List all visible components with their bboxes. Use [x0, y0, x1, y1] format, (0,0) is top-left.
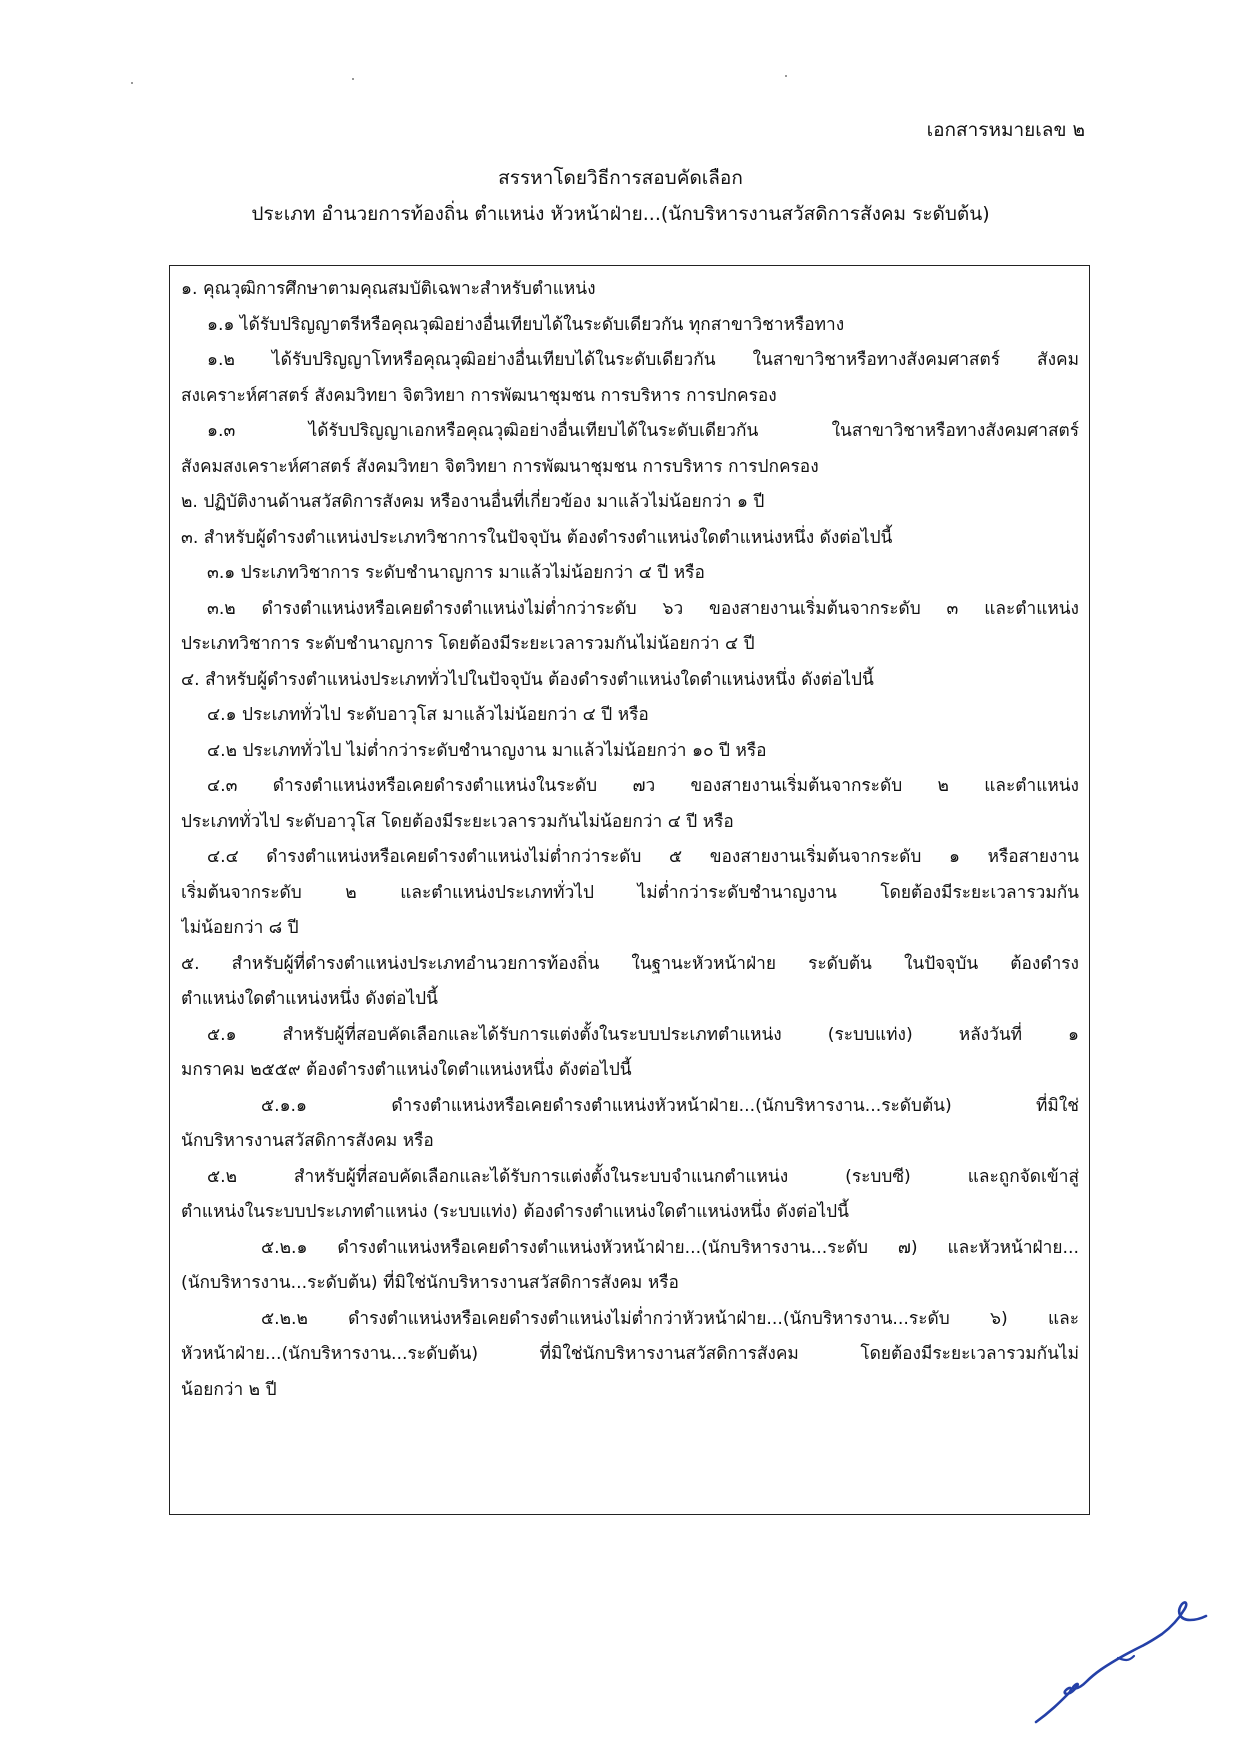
- item-4-4: ๔.๔ ดำรงตำแหน่งหรือเคยดำรงตำแหน่งไม่ต่ำกว่าระดับ ๕ ของสายงานเริ่มต้นจากระดับ ๑ หรือสายงาน: [207, 847, 1079, 867]
- section-3-heading: ๓. สำหรับผู้ดำรงตำแหน่งประเภทวิชาการในปัจจุบัน ต้องดำรงตำแหน่งใดตำแหน่งหนึ่ง ดังต่อไปนี้: [181, 527, 893, 548]
- item-1-1: ๑.๑ ได้รับปริญญาตรีหรือคุณวุฒิอย่างอื่นเทียบได้ในระดับเดียวกัน ทุกสาขาวิชาหรือทาง: [207, 314, 845, 335]
- signature-mark: [1030, 1590, 1210, 1730]
- item-5-2-1-cont: (นักบริหารงาน...ระดับต้น) ที่มิใช่นักบริหารงานสวัสดิการสังคม หรือ: [181, 1273, 679, 1293]
- item-1-2-cont: สงเคราะห์ศาสตร์ สังคมวิทยา จิตวิทยา การพัฒนาชุมชน การบริหาร การปกครอง: [181, 385, 777, 406]
- item-5-2-2-cont: หัวหน้าฝ่าย...(นักบริหารงาน...ระดับต้น) ที่มิใช่นักบริหารงานสวัสดิการสังคม โดยต้องมีระยะเวลารวมกันไม่: [181, 1344, 1079, 1364]
- item-5-2: ๕.๒ สำหรับผู้ที่สอบคัดเลือกและได้รับการแต่งตั้งในระบบจำแนกตำแหน่ง (ระบบซี) และถูกจัดเข้าสู่: [207, 1166, 1079, 1187]
- item-5-1-1: ๕.๑.๑ ดำรงตำแหน่งหรือเคยดำรงตำแหน่งหัวหน้าฝ่าย...(นักบริหารงาน...ระดับต้น) ที่มิใช่: [261, 1095, 1079, 1116]
- item-4-3: ๔.๓ ดำรงตำแหน่งหรือเคยดำรงตำแหน่งในระดับ ๗ว ของสายงานเริ่มต้นจากระดับ ๒ และตำแหน่ง: [207, 776, 1079, 796]
- scan-speck: [352, 78, 354, 80]
- item-1-2: ๑.๒ ได้รับปริญญาโทหรือคุณวุฒิอย่างอื่นเทียบได้ในระดับเดียวกัน ในสาขาวิชาหรือทางสังคมศาสตร์ สังคม: [207, 350, 1079, 370]
- section-4-heading: ๔. สำหรับผู้ดำรงตำแหน่งประเภททั่วไปในปัจจุบัน ต้องดำรงตำแหน่งใดตำแหน่งหนึ่ง ดังต่อไปนี้: [181, 669, 874, 690]
- scan-speck: [785, 75, 787, 77]
- qualifications-content: [181, 272, 1079, 1408]
- document-subtitle: ประเภท อำนวยการท้องถิ่น ตำแหน่ง หัวหน้าฝ่าย...(นักบริหารงานสวัสดิการสังคม ระดับต้น): [251, 203, 990, 225]
- item-5-2-2-cont-2: น้อยกว่า ๒ ปี: [181, 1379, 277, 1400]
- document-number: เอกสารหมายเลข ๒: [926, 119, 1085, 141]
- item-3-2-cont: ประเภทวิชาการ ระดับชำนาญการ โดยต้องมีระยะเวลารวมกันไม่น้อยกว่า ๔ ปี: [181, 634, 755, 654]
- item-3-1: ๓.๑ ประเภทวิชาการ ระดับชำนาญการ มาแล้วไม่น้อยกว่า ๔ ปี หรือ: [207, 563, 705, 583]
- item-3-2: ๓.๒ ดำรงตำแหน่งหรือเคยดำรงตำแหน่งไม่ต่ำกว่าระดับ ๖ว ของสายงานเริ่มต้นจากระดับ ๓ และตำแหน่ง: [207, 598, 1079, 619]
- item-5-2-cont: ตำแหน่งในระบบประเภทตำแหน่ง (ระบบแท่ง) ต้องดำรงตำแหน่งใดตำแหน่งหนึ่ง ดังต่อไปนี้: [181, 1202, 849, 1222]
- item-5-2-2: ๕.๒.๒ ดำรงตำแหน่งหรือเคยดำรงตำแหน่งไม่ต่ำกว่าหัวหน้าฝ่าย...(นักบริหารงาน...ระดับ ๖) และ: [261, 1308, 1079, 1329]
- item-4-1: ๔.๑ ประเภททั่วไป ระดับอาวุโส มาแล้วไม่น้อยกว่า ๔ ปี หรือ: [207, 705, 649, 725]
- section-5-heading-cont: ตำแหน่งใดตำแหน่งหนึ่ง ดังต่อไปนี้: [181, 989, 438, 1009]
- item-5-1: ๕.๑ สำหรับผู้ที่สอบคัดเลือกและได้รับการแต่งตั้งในระบบประเภทตำแหน่ง (ระบบแท่ง) หลังวันที่ ๑: [207, 1024, 1079, 1045]
- qualifications-box: [169, 265, 1090, 1515]
- document-title: สรรหาโดยวิธีการสอบคัดเลือก: [498, 167, 743, 189]
- item-4-4-cont-2: ไม่น้อยกว่า ๘ ปี: [181, 918, 299, 938]
- scan-speck: [131, 82, 133, 84]
- item-4-3-cont: ประเภททั่วไป ระดับอาวุโส โดยต้องมีระยะเวลารวมกันไม่น้อยกว่า ๔ ปี หรือ: [181, 811, 734, 832]
- section-1-heading: ๑. คุณวุฒิการศึกษาตามคุณสมบัติเฉพาะสำหรับตำแหน่ง: [181, 279, 596, 299]
- item-4-4-cont: เริ่มต้นจากระดับ ๒ และตำแหน่งประเภททั่วไป ไม่ต่ำกว่าระดับชำนาญงาน โดยต้องมีระยะเวลารวมกัน: [181, 882, 1079, 903]
- section-5-heading: ๕. สำหรับผู้ที่ดำรงตำแหน่งประเภทอำนวยการท้องถิ่น ในฐานะหัวหน้าฝ่าย ระดับต้น ในปัจจุบัน ต้องดำรง: [181, 953, 1079, 974]
- item-1-3-cont: สังคมสงเคราะห์ศาสตร์ สังคมวิทยา จิตวิทยา การพัฒนาชุมชน การบริหาร การปกครอง: [181, 456, 819, 477]
- item-1-3: ๑.๓ ได้รับปริญญาเอกหรือคุณวุฒิอย่างอื่นเทียบได้ในระดับเดียวกัน ในสาขาวิชาหรือทางสังคมศาสตร์: [207, 421, 1079, 441]
- item-4-2: ๔.๒ ประเภททั่วไป ไม่ต่ำกว่าระดับชำนาญงาน มาแล้วไม่น้อยกว่า ๑๐ ปี หรือ: [207, 740, 767, 761]
- item-5-1-cont: มกราคม ๒๕๕๙ ต้องดำรงตำแหน่งใดตำแหน่งหนึ่ง ดังต่อไปนี้: [181, 1060, 632, 1080]
- item-5-1-1-cont: นักบริหารงานสวัสดิการสังคม หรือ: [181, 1131, 434, 1151]
- item-5-2-1: ๕.๒.๑ ดำรงตำแหน่งหรือเคยดำรงตำแหน่งหัวหน้าฝ่าย...(นักบริหารงาน...ระดับ ๗) และหัวหน้าฝ่าย...: [261, 1237, 1079, 1258]
- section-2-heading: ๒. ปฏิบัติงานด้านสวัสดิการสังคม หรืองานอื่นที่เกี่ยวข้อง มาแล้วไม่น้อยกว่า ๑ ปี: [181, 492, 765, 512]
